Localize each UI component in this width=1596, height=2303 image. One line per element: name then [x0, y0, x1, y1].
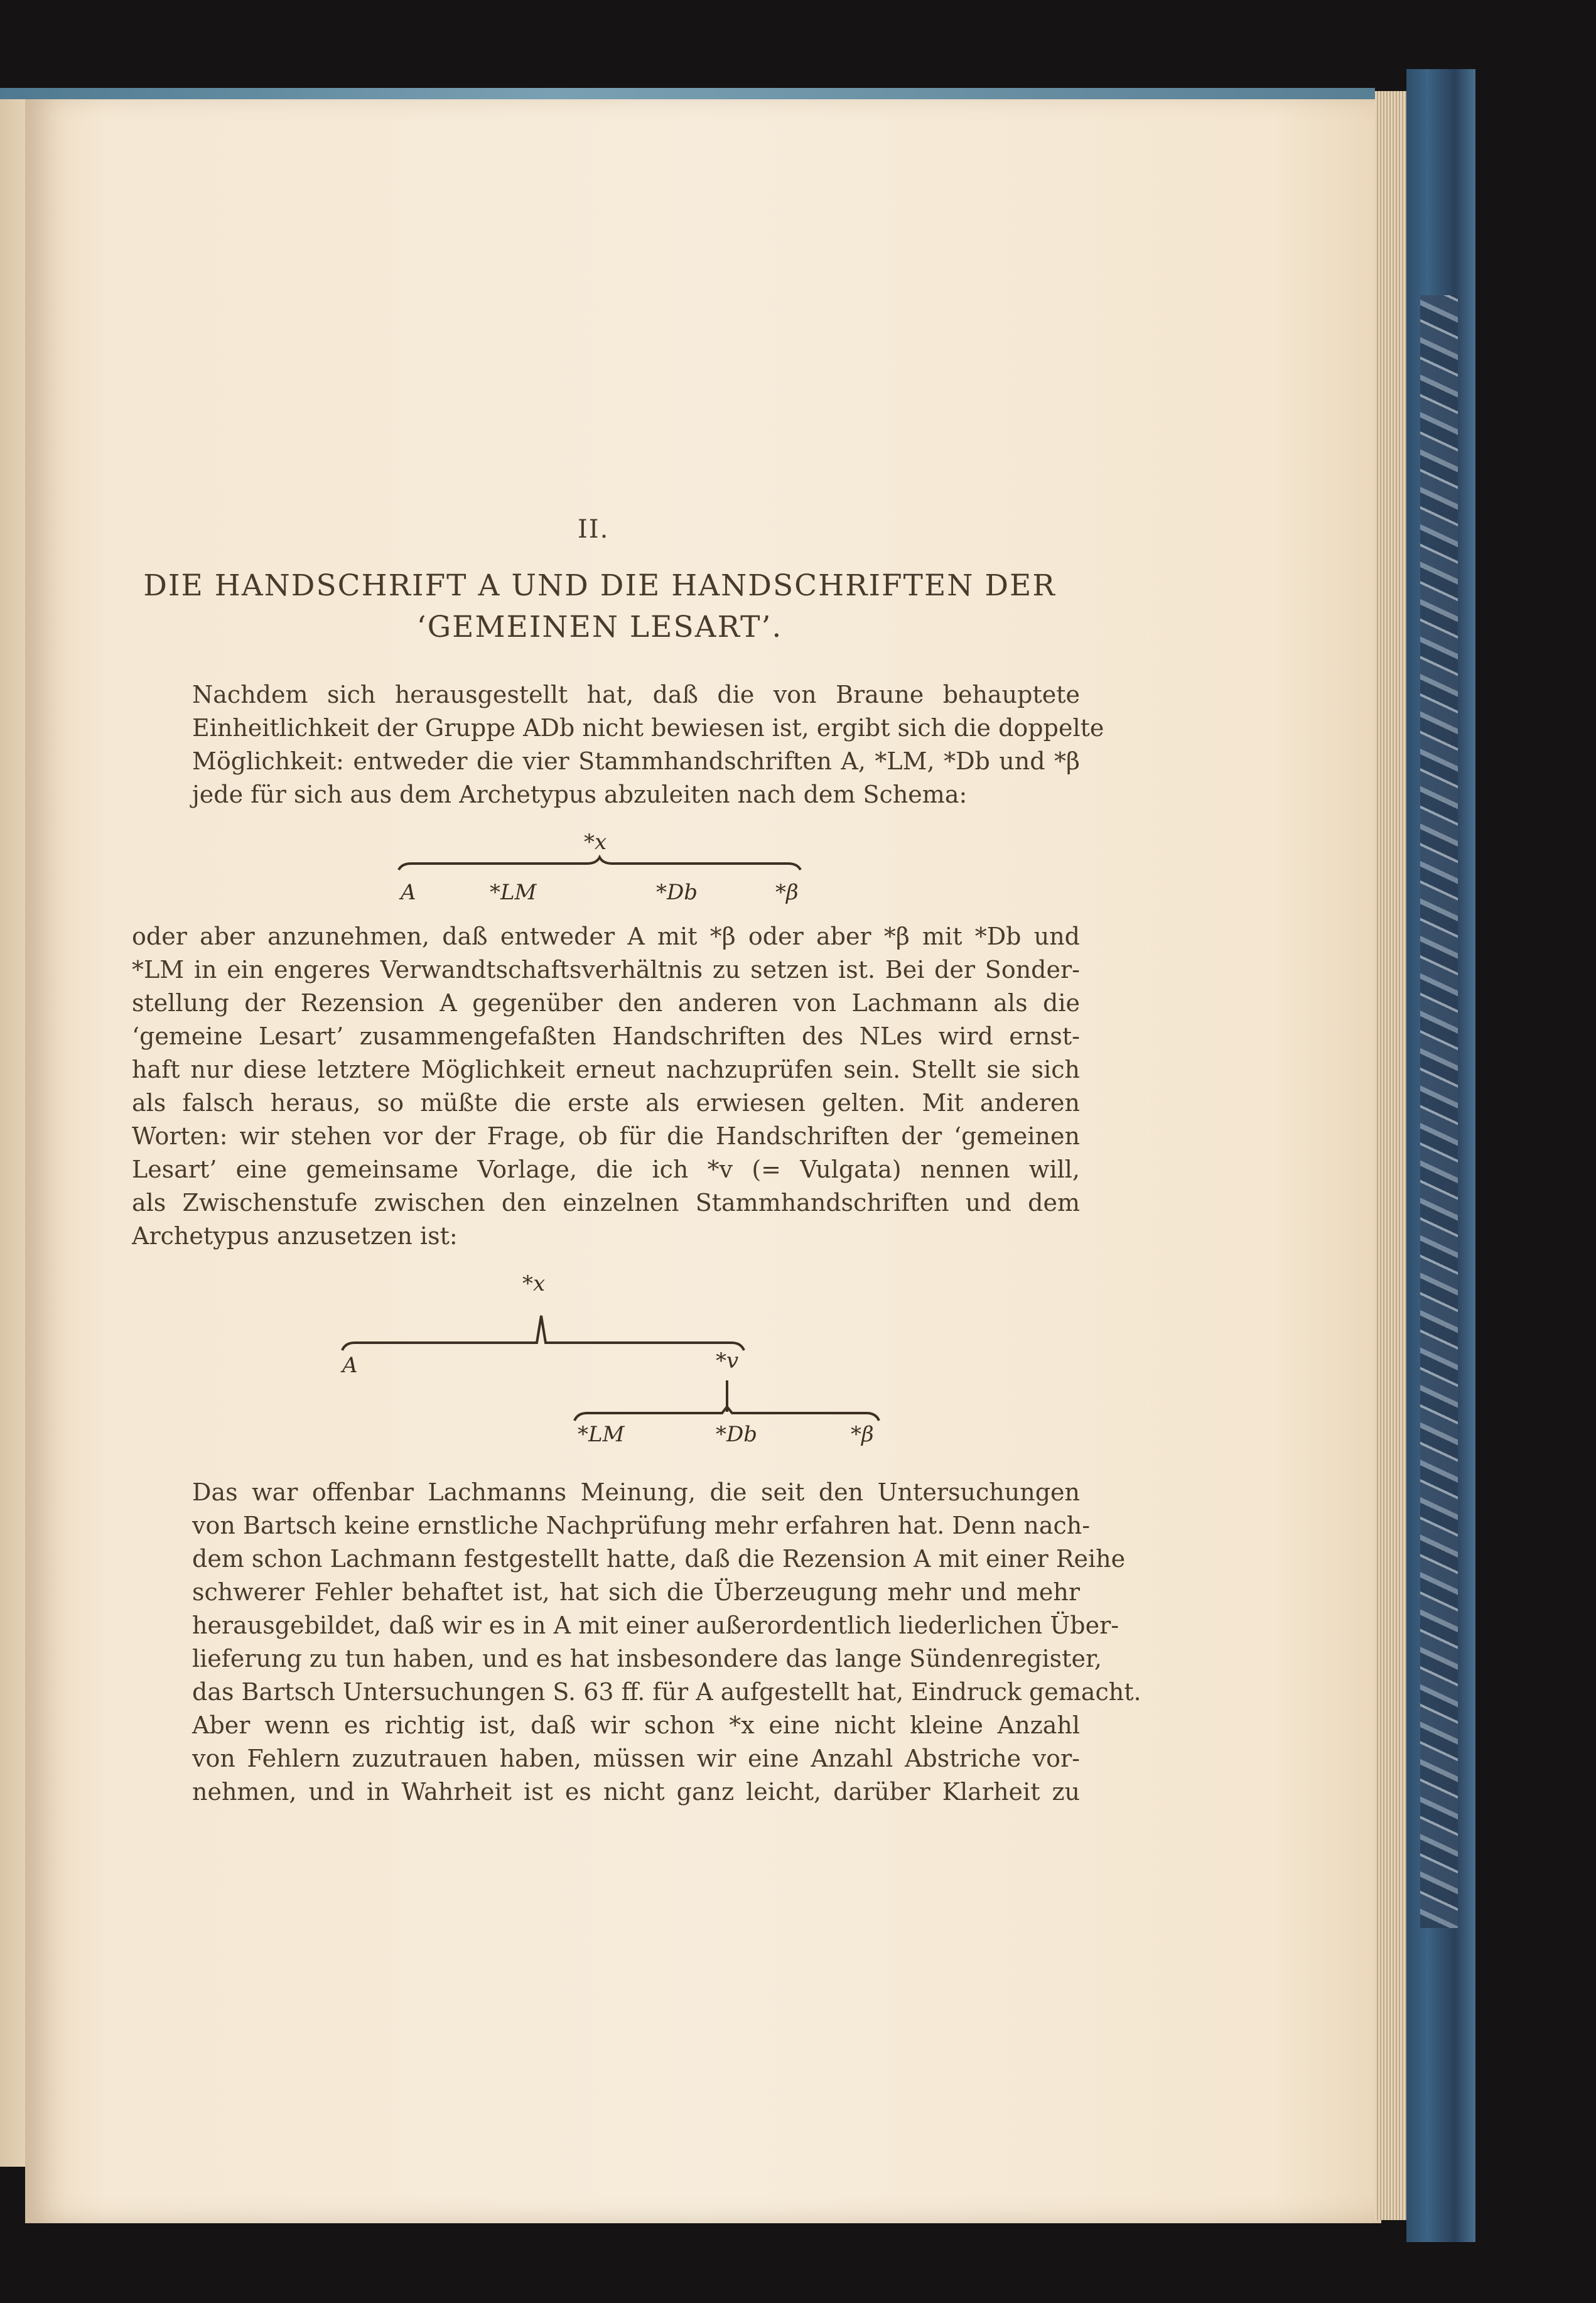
text-line: oder aber anzunehmen, daß entweder A mit *β oder aber *β mit *Db und	[132, 923, 1080, 950]
text-line: Einheitlichkeit der Gruppe ADb nicht bewiesen ist, ergibt sich die doppelte	[192, 714, 1104, 742]
stemma-2-upper-brace	[342, 1316, 744, 1350]
stemma-1-root: *x	[584, 830, 607, 855]
text-line: von Fehlern zuzutrauen haben, müssen wir eine Anzahl Abstriche vor-	[192, 1745, 1080, 1772]
text-line: das Bartsch Untersuchungen S. 63 ff. für A aufgestellt hat, Eindruck gemacht.	[192, 1678, 1141, 1706]
stemma-1-brace	[399, 857, 801, 870]
stemma-1-leaf: *Db	[656, 880, 698, 905]
text-line: Möglichkeit: entweder die vier Stammhandschriften A, *LM, *Db und *β	[192, 747, 1080, 775]
stemma-1-leaf: *β	[775, 880, 799, 905]
stemma-2-lower-brace	[574, 1407, 879, 1421]
stemma-2-mid-node: *v	[716, 1348, 739, 1374]
stemma-1-leaf: *LM	[490, 880, 537, 905]
text-line: Aber wenn es richtig ist, daß wir schon *x eine nicht kleine Anzahl	[192, 1711, 1080, 1739]
text-line: Nachdem sich herausgestellt hat, daß die von Braune behauptete	[192, 681, 1080, 708]
text-line: schwerer Fehler behaftet ist, hat sich die Überzeugung mehr und mehr	[192, 1578, 1080, 1606]
text-line: stellung der Rezension A gegenüber den anderen von Lachmann als die	[132, 989, 1080, 1017]
title-line-2: ‘GEMEINEN LESART’.	[416, 610, 783, 644]
text-line: von Bartsch keine ernstliche Nachprüfung mehr erfahren hat. Denn nach-	[192, 1512, 1091, 1539]
text-line: als falsch heraus, so müßte die erste als erwiesen gelten. Mit anderen	[132, 1089, 1080, 1117]
text-line: nehmen, und in Wahrheit ist es nicht ganz leicht, darüber Klarheit zu	[192, 1778, 1080, 1806]
text-line: herausgebildet, daß wir es in A mit einer außerordentlich liederlichen Über-	[192, 1612, 1119, 1639]
paragraph-2	[132, 920, 1080, 1253]
stemma-2-leaf: *β	[851, 1422, 874, 1447]
text-line: als Zwischenstufe zwischen den einzelnen Stammhandschriften und dem	[132, 1189, 1080, 1217]
stemma-1-leaf: A	[401, 880, 416, 905]
text-line: lieferung zu tun haben, und es hat insbesondere das lange Sündenregister,	[192, 1645, 1103, 1672]
title-line-1: DIE HANDSCHRIFT A UND DIE HANDSCHRIFTEN DER	[143, 568, 1056, 603]
text-line: Worten: wir stehen vor der Frage, ob für die Handschriften der ‘gemeinen	[132, 1122, 1080, 1150]
stemma-2	[340, 1271, 879, 1447]
stemma-2-leaf: *LM	[578, 1422, 625, 1447]
stemma-2-leaf: *Db	[716, 1422, 758, 1447]
text-line: Lesart’ eine gemeinsame Vorlage, die ich *v (= Vulgata) nennen will,	[132, 1156, 1080, 1183]
text-line: dem schon Lachmann festgestellt hatte, daß die Rezension A mit einer Reihe	[192, 1545, 1126, 1573]
stemma-2-left-leaf: A	[342, 1353, 358, 1378]
text-line: Das war offenbar Lachmanns Meinung, die seit den Untersuchungen	[192, 1478, 1080, 1506]
stemma-1	[399, 830, 801, 905]
section-number: II.	[578, 515, 610, 544]
stemma-2-root: *x	[522, 1271, 546, 1296]
text-line: haft nur diese letztere Möglichkeit erneut nachzuprüfen sein. Stellt sie sich	[132, 1056, 1080, 1083]
paragraph-3	[132, 1476, 1141, 1809]
text-line: ‘gemeine Lesart’ zusammengefaßten Handschriften des NLes wird ernst-	[132, 1022, 1080, 1050]
text-line: jede für sich aus dem Archetypus abzuleiten nach dem Schema:	[192, 781, 968, 808]
text-line: *LM in ein engeres Verwandtschaftsverhältnis zu setzen ist. Bei der Sonder-	[132, 956, 1080, 984]
text-line: Archetypus anzusetzen ist:	[132, 1222, 458, 1250]
